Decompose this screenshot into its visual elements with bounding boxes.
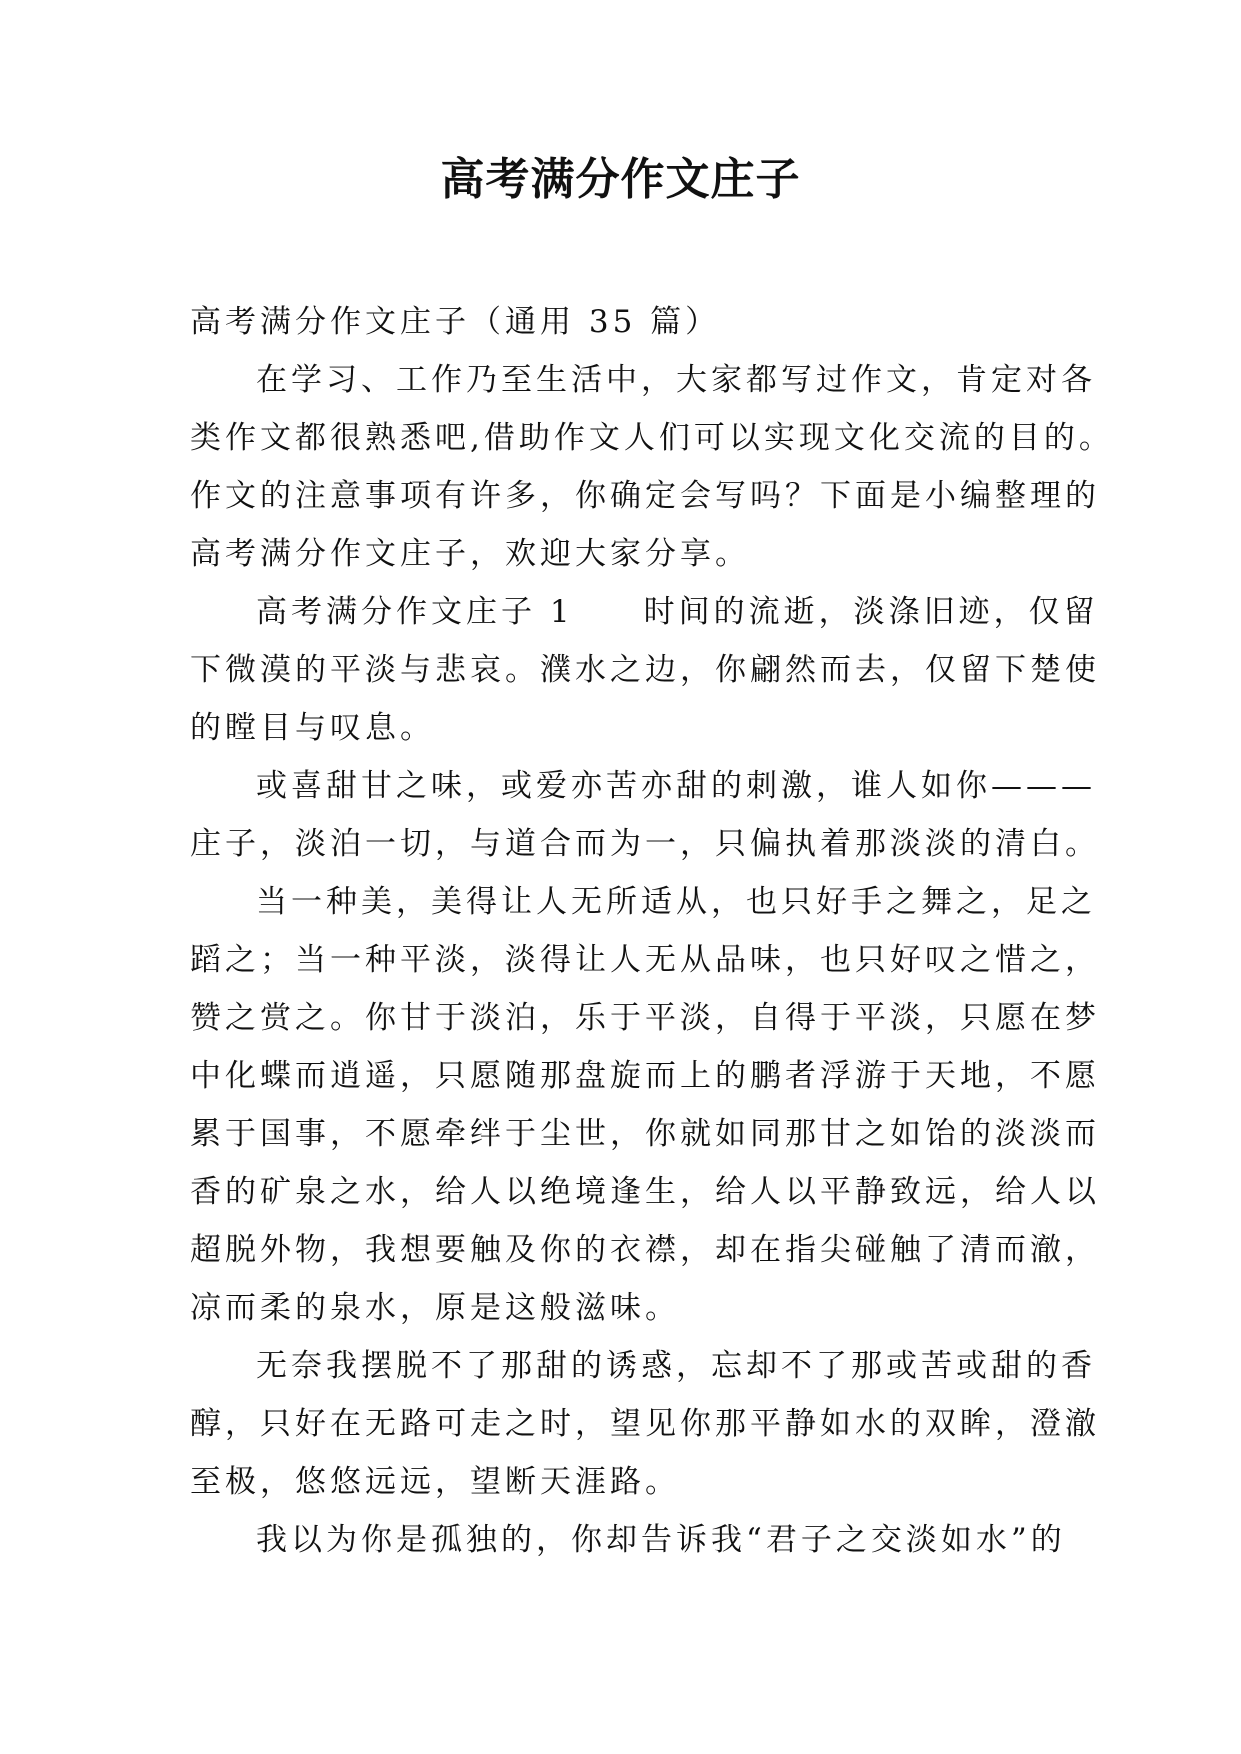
paragraph-line: 超脱外物，我想要触及你的衣襟，却在指尖碰触了清而澈， — [190, 1232, 1100, 1268]
paragraph-line: 在学习、工作乃至生活中，大家都写过作文，肯定对各 — [256, 362, 1096, 398]
document-title: 高考满分作文庄子 — [440, 154, 801, 205]
paragraph-line: 下微漠的平淡与悲哀。濮水之边，你翩然而去，仅留下楚使 — [190, 652, 1100, 688]
paragraph-line: 累于国事，不愿牵绊于尘世，你就如同那甘之如饴的淡淡而 — [190, 1116, 1100, 1152]
paragraph-line: 凉而柔的泉水，原是这般滋味。 — [190, 1290, 680, 1326]
paragraph-line: 我以为你是孤独的，你却告诉我“君子之交淡如水”的 — [256, 1522, 1066, 1558]
paragraph-line: 香的矿泉之水，给人以绝境逢生，给人以平静致远，给人以 — [190, 1174, 1100, 1210]
paragraph-line: 类作文都很熟悉吧,借助作文人们可以实现文化交流的目的。 — [190, 420, 1114, 456]
paragraph-line: 或喜甜甘之味，或爱亦苦亦甜的刺激，谁人如你——— — [256, 768, 1096, 804]
paragraph-line: 至极，悠悠远远，望断天涯路。 — [190, 1464, 680, 1500]
paragraph-line: 作文的注意事项有许多，你确定会写吗？下面是小编整理的 — [190, 478, 1100, 514]
document-body — [190, 293, 1114, 1569]
paragraph-line: 高考满分作文庄子，欢迎大家分享。 — [190, 536, 750, 572]
paragraph-line: 的瞠目与叹息。 — [190, 710, 435, 746]
paragraph-line: 无奈我摆脱不了那甜的诱惑，忘却不了那或苦或甜的香 — [256, 1348, 1096, 1384]
subtitle-line: 高考满分作文庄子（通用 35 篇） — [190, 304, 721, 340]
paragraph-line: 高考满分作文庄子 1 时间的流逝，淡涤旧迹，仅留 — [256, 594, 1099, 630]
paragraph-line: 中化蝶而逍遥，只愿随那盘旋而上的鹏者浮游于天地，不愿 — [190, 1058, 1100, 1094]
paragraph-line: 醇，只好在无路可走之时，望见你那平静如水的双眸，澄澈 — [190, 1406, 1100, 1442]
paragraph-line: 赞之赏之。你甘于淡泊，乐于平淡，自得于平淡，只愿在梦 — [190, 1000, 1100, 1036]
paragraph-line: 蹈之；当一种平淡，淡得让人无从品味，也只好叹之惜之， — [190, 942, 1100, 978]
paragraph-line: 当一种美，美得让人无所适从，也只好手之舞之，足之 — [256, 884, 1096, 920]
paragraph-line: 庄子，淡泊一切，与道合而为一，只偏执着那淡淡的清白。 — [190, 826, 1100, 862]
